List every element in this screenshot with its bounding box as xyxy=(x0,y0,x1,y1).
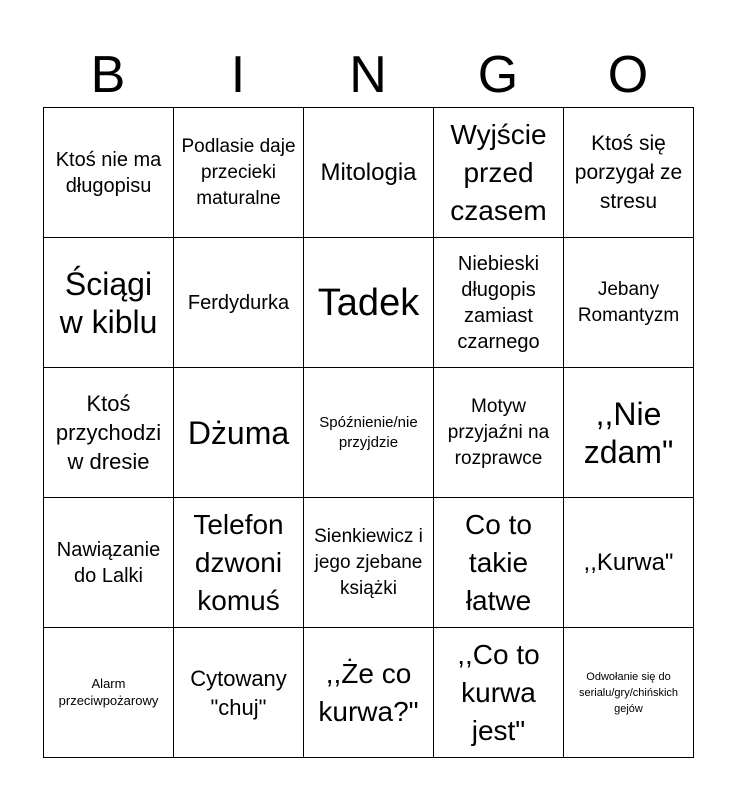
cell-text: Tadek xyxy=(317,281,420,324)
header-letter-g: G xyxy=(477,46,519,104)
cell-text: Alarm przeciwpożarowy xyxy=(58,676,159,708)
header-letter-o: O xyxy=(607,46,649,104)
cell-text: Nawiązanie do Lalki xyxy=(56,538,161,587)
bingo-cell[interactable] xyxy=(564,108,694,238)
cell-text: Wyjście przed czasem xyxy=(450,118,547,226)
bingo-cell[interactable] xyxy=(304,368,434,498)
bingo-cell[interactable] xyxy=(174,498,304,628)
cell-text: Mitologia xyxy=(320,158,417,186)
bingo-cell[interactable] xyxy=(174,628,304,758)
bingo-cell[interactable] xyxy=(44,368,174,498)
bingo-cell[interactable] xyxy=(304,238,434,368)
cell-text: Ferdydurka xyxy=(187,291,290,314)
cell-text: ,,Co to kurwa jest" xyxy=(457,638,540,746)
bingo-cell[interactable] xyxy=(44,238,174,368)
cell-text: Podlasie daje przecieki maturalne xyxy=(181,135,296,209)
bingo-cell[interactable] xyxy=(44,108,174,238)
cell-text: ,,Że co kurwa?" xyxy=(318,657,419,727)
cell-text: Cytowany "chuj" xyxy=(190,665,287,720)
header-letter-b: B xyxy=(90,46,126,104)
bingo-cell[interactable] xyxy=(174,368,304,498)
bingo-cell[interactable] xyxy=(434,498,564,628)
bingo-cell[interactable] xyxy=(44,628,174,758)
cell-text: Ściągi w kiblu xyxy=(59,265,158,340)
cell-text: Ktoś się porzygał ze stresu xyxy=(574,132,683,213)
bingo-cell[interactable] xyxy=(564,498,694,628)
cell-text: Spóźnienie/nie przyjdzie xyxy=(319,413,418,451)
cell-text: Co to takie łatwe xyxy=(465,508,532,616)
board-row xyxy=(44,498,694,628)
bingo-cell[interactable] xyxy=(304,108,434,238)
bingo-cell[interactable] xyxy=(564,238,694,368)
cell-text: Motyw przyjaźni na rozprawce xyxy=(447,395,550,469)
cell-text: Niebieski długopis zamiast czarnego xyxy=(457,252,540,353)
cell-text: Ktoś przychodzi w dresie xyxy=(55,391,162,474)
bingo-board xyxy=(43,107,694,758)
board-row xyxy=(44,628,694,758)
board-row xyxy=(44,238,694,368)
cell-text: Dżuma xyxy=(187,414,290,451)
bingo-cell[interactable] xyxy=(304,498,434,628)
cell-text: Jebany Romantyzm xyxy=(577,278,680,326)
bingo-cell[interactable] xyxy=(434,628,564,758)
cell-text: Telefon dzwoni komuś xyxy=(193,508,284,616)
bingo-cell[interactable] xyxy=(434,368,564,498)
bingo-cell[interactable] xyxy=(564,368,694,498)
bingo-cell[interactable] xyxy=(174,108,304,238)
bingo-cell[interactable] xyxy=(434,238,564,368)
header-letter-n: N xyxy=(349,46,387,104)
board-row xyxy=(44,108,694,238)
bingo-cell[interactable] xyxy=(434,108,564,238)
bingo-header xyxy=(43,40,693,110)
header-letter-i: I xyxy=(230,46,246,104)
bingo-cell[interactable] xyxy=(174,238,304,368)
cell-text: Odwołanie się do serialu/gry/chińskich gejów xyxy=(578,670,679,715)
board-row xyxy=(44,368,694,498)
cell-text: ,,Nie zdam" xyxy=(583,395,674,470)
cell-text: Sienkiewicz i jego zjebane książki xyxy=(314,525,423,599)
bingo-cell[interactable] xyxy=(304,628,434,758)
cell-text: ,,Kurwa" xyxy=(583,548,674,576)
bingo-cell[interactable] xyxy=(44,498,174,628)
bingo-cell[interactable] xyxy=(564,628,694,758)
cell-text: Ktoś nie ma długopisu xyxy=(55,148,162,197)
